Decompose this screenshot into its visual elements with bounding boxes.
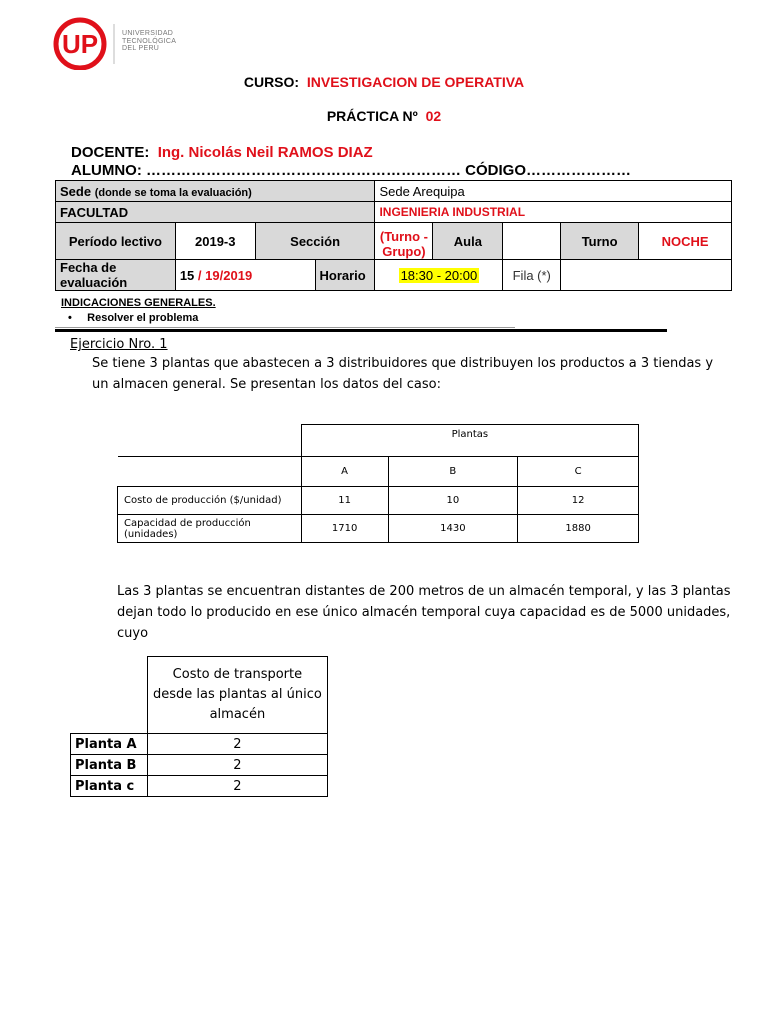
sede-label-cell: Sede (donde se toma la evaluación): [56, 181, 375, 202]
indications-item: • Resolver el problema: [68, 312, 199, 324]
fila-value: [561, 260, 732, 291]
table-cell: 11: [301, 487, 388, 515]
transport-table: [70, 656, 328, 797]
fecha-label: Fecha de evaluación: [56, 260, 176, 291]
table-cell: 12: [518, 487, 639, 515]
blank-cell: [71, 657, 148, 734]
exercise-title: Ejercicio Nro. 1: [70, 337, 168, 352]
plants-group-header: Plantas: [301, 425, 638, 457]
row-label: Planta c: [71, 776, 148, 797]
row-label: Planta A: [71, 734, 148, 755]
logo-wordmark: UNIVERSIDAD TECNOLÓGICA DEL PERÚ: [122, 30, 177, 52]
plants-table: [117, 424, 639, 543]
student-line: ALUMNO: ……………………………………………………… CÓDIGO…………………: [71, 162, 631, 179]
facultad-value: INGENIERIA INDUSTRIAL: [375, 202, 732, 223]
exercise-paragraph-2: Las 3 plantas se encuentran distantes de 200 metros de un almacén temporal, y las 3 plantas dejan todo lo producido en ese único almacén temporal cuya capacidad es de 5000 unidades, cuyo: [117, 584, 731, 641]
blank-cell: [118, 425, 302, 457]
practice-title: PRÁCTICA Nº 02: [326, 108, 442, 124]
row-label: Planta B: [71, 755, 148, 776]
periodo-label: Período lectivo: [56, 223, 176, 260]
seccion-label: Sección: [255, 223, 375, 260]
table-row: [71, 734, 328, 755]
table-cell: 2: [147, 734, 327, 755]
table-cell: 1430: [388, 515, 518, 543]
row-label: Capacidad de producción (unidades): [118, 515, 302, 543]
aula-label: Aula: [433, 223, 503, 260]
aula-value: [503, 223, 561, 260]
divider-thick: [55, 329, 667, 332]
table-row: [118, 515, 639, 543]
transport-header: Costo de transporte desde las plantas al único almacén: [147, 657, 327, 734]
exercise-paragraph-1: Se tiene 3 plantas que abastecen a 3 distribuidores que distribuyen los productos a 3 tiendas y un almacen general. Se presentan los datos del caso:: [92, 356, 714, 392]
table-cell: 1880: [518, 515, 639, 543]
horario-value: 18:30 - 20:00: [375, 260, 503, 291]
divider: [55, 327, 515, 328]
table-row: [71, 776, 328, 797]
column-header: B: [388, 457, 518, 487]
blank-cell: [118, 457, 302, 487]
table-row: [71, 755, 328, 776]
row-label: Costo de producción ($/unidad): [118, 487, 302, 515]
facultad-label: FACULTAD: [56, 202, 375, 223]
table-cell: 1710: [301, 515, 388, 543]
course-title: CURSO: INVESTIGACION DE OPERATIVA: [243, 74, 525, 90]
turno-value: NOCHE: [639, 223, 732, 260]
horario-label: Horario: [315, 260, 375, 291]
fila-label: Fila (*): [503, 260, 561, 291]
column-header: A: [301, 457, 388, 487]
table-row: [118, 487, 639, 515]
turno-label: Turno: [561, 223, 639, 260]
teacher-line: DOCENTE: Ing. Nicolás Neil RAMOS DIAZ: [71, 144, 373, 161]
table-cell: 2: [147, 776, 327, 797]
fecha-value: 15 / 19/2019: [175, 260, 315, 291]
seccion-value: (Turno - Grupo): [375, 223, 433, 260]
periodo-value: 2019-3: [175, 223, 255, 260]
column-header: C: [518, 457, 639, 487]
sede-value: Sede Arequipa: [375, 181, 732, 202]
exam-info-table: [55, 180, 732, 291]
table-cell: 10: [388, 487, 518, 515]
indications-title: INDICACIONES GENERALES.: [61, 297, 216, 309]
logo-letters: UP: [61, 29, 99, 59]
table-cell: 2: [147, 755, 327, 776]
